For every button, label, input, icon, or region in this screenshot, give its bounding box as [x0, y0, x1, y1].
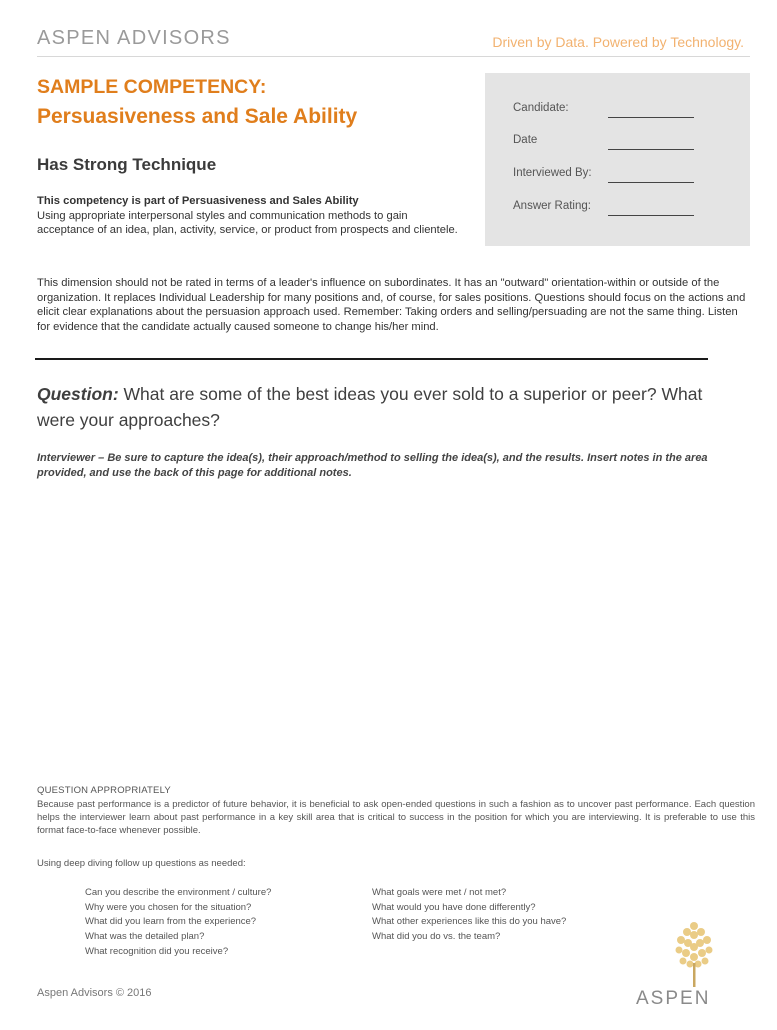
date-label: Date [513, 134, 538, 146]
follow-up-questions-left [85, 886, 271, 960]
list-item: What did you do vs. the team? [372, 931, 501, 943]
aspen-logo-wordmark: ASPEN [636, 988, 711, 1009]
candidate-label: Candidate: [513, 102, 569, 114]
follow-up-questions-right [372, 886, 566, 945]
answer-rating-field[interactable] [513, 200, 723, 218]
question-appropriately-body: Because past performance is a predictor of future behavior, it is beneficial to ask open-ended questions in such a fashion as to uncover past performance. Each question helps the interviewer learn about past performance in a key skill area that is critical to success in the position for which you are interviewing. It is preferable to use this format face-to-face whenever possible. [37, 799, 755, 836]
interviewed-by-line [608, 182, 694, 183]
intro-lead: This competency is part of Persuasiveness and Sales Ability [37, 195, 359, 207]
date-line [608, 149, 694, 150]
candidate-form [485, 73, 750, 246]
list-item: What was the detailed plan? [85, 931, 205, 943]
interview-question [37, 381, 717, 433]
question-label: Question: [37, 384, 119, 404]
list-item: What would you have done differently? [372, 901, 536, 913]
list-item: What other experiences like this do you have? [372, 916, 567, 928]
section-divider [35, 358, 708, 360]
question-appropriately-heading: QUESTION APPROPRIATELY [37, 785, 171, 796]
interviewed-by-field[interactable] [513, 167, 723, 185]
dimension-paragraph: This dimension should not be rated in terms of a leader's influence on subordinates. It has an "outward" orientation-within or outside of the organization. It replaces Individual Leadership for many positions and, of course, for sales positions. Questions should focus on the actions and elicit clear explanations about the persuasion approach used. Remember: Taking orders and selling/persuading are not the same thing. Listen for evidence that the candidate actually caused someone to change his/her mind. [37, 277, 746, 333]
candidate-field[interactable] [513, 102, 723, 120]
aspen-tree-icon [668, 918, 720, 988]
answer-rating-line [608, 215, 694, 216]
competency-subtitle: Has Strong Technique [37, 155, 217, 174]
question-text: What are some of the best ideas you ever sold to a superior or peer? What were your approaches? [37, 384, 703, 430]
header-divider [37, 56, 750, 57]
date-field[interactable] [513, 134, 723, 152]
competency-intro [37, 194, 467, 238]
competency-title: Persuasiveness and Sale Ability [37, 105, 358, 128]
copyright: Aspen Advisors © 2016 [37, 987, 152, 999]
list-item: What did you learn from the experience? [85, 916, 257, 928]
interviewer-instructions: Interviewer – Be sure to capture the idea(s), their approach/method to selling the idea(s), and the results. Insert notes in the area provided, and use the back of this page for additional notes. [37, 452, 708, 479]
competency-title-label: SAMPLE COMPETENCY: [37, 76, 267, 98]
list-item: Why were you chosen for the situation? [85, 901, 252, 913]
list-item: Can you describe the environment / culture? [85, 887, 272, 898]
answer-rating-label: Answer Rating: [513, 200, 591, 212]
deep-dive-label: Using deep diving follow up questions as needed: [37, 858, 246, 869]
interviewed-by-label: Interviewed By: [513, 167, 592, 179]
tagline: Driven by Data. Powered by Technology. [492, 34, 744, 50]
candidate-line [608, 117, 694, 118]
intro-body: Using appropriate interpersonal styles and communication methods to gain acceptance of an idea, plan, activity, service, or product from prospects and clientele. [37, 209, 458, 236]
list-item: What goals were met / not met? [372, 887, 507, 898]
list-item: What recognition did you receive? [85, 945, 229, 957]
brand-name: ASPEN ADVISORS [37, 27, 231, 49]
